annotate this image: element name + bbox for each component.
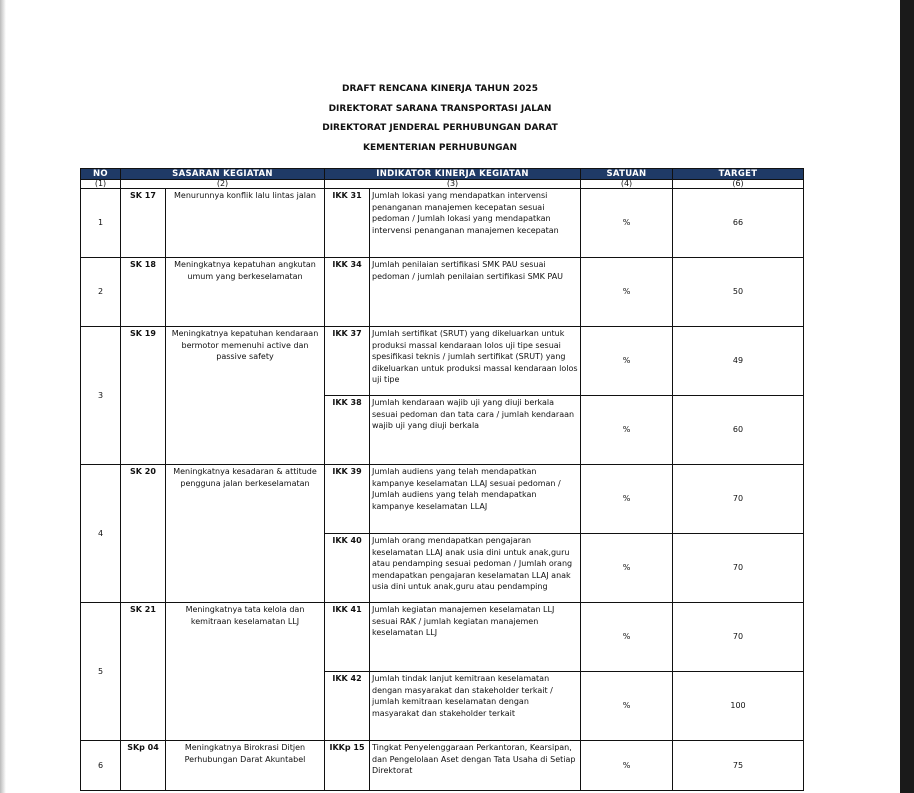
header-satuan: SATUAN	[581, 169, 673, 180]
table-row	[81, 327, 804, 396]
table-row	[81, 189, 804, 258]
target-value: 50	[673, 258, 804, 327]
target-value: 75	[673, 741, 804, 791]
target-value: 49	[673, 327, 804, 396]
table-row	[81, 603, 804, 672]
satuan-value: %	[581, 534, 673, 603]
row-number: 4	[81, 465, 121, 603]
subheader-indikator: (3)	[325, 180, 581, 189]
target-value: 100	[673, 672, 804, 741]
sasaran-text: Meningkatnya tata kelola dan kemitraan keselamatan LLJ	[166, 603, 325, 741]
satuan-value: %	[581, 396, 673, 465]
performance-table	[80, 168, 804, 791]
row-number: 2	[81, 258, 121, 327]
indikator-code: IKK 34	[325, 258, 370, 327]
satuan-value: %	[581, 327, 673, 396]
sasaran-text: Menurunnya konflik lalu lintas jalan	[166, 189, 325, 258]
satuan-value: %	[581, 672, 673, 741]
indikator-code: IKK 40	[325, 534, 370, 603]
indikator-code: IKK 39	[325, 465, 370, 534]
table-row	[81, 258, 804, 327]
indikator-text: Jumlah sertifikat (SRUT) yang dikeluarkan untuk produksi massal kendaraan lolos uji tipe sesuai spesifikasi teknis / jumlah sertifikat (SRUT) yang dikeluarkan untuk produksi massal kendaraan lolos uji tipe	[370, 327, 581, 396]
document-title	[0, 84, 880, 162]
target-value: 66	[673, 189, 804, 258]
indikator-code: IKK 42	[325, 672, 370, 741]
indikator-text: Jumlah kegiatan manajemen keselamatan LLJ sesuai RAK / jumlah kegiatan manajemen keselamatan LLJ	[370, 603, 581, 672]
sasaran-code: SK 17	[121, 189, 166, 258]
satuan-value: %	[581, 741, 673, 791]
indikator-text: Jumlah kendaraan wajib uji yang diuji berkala sesuai pedoman dan tata cara / jumlah kendaraan wajib uji yang diuji berkala	[370, 396, 581, 465]
indikator-code: IKK 41	[325, 603, 370, 672]
target-value: 70	[673, 603, 804, 672]
satuan-value: %	[581, 465, 673, 534]
subheader-satuan: (4)	[581, 180, 673, 189]
row-number: 1	[81, 189, 121, 258]
table-row	[81, 465, 804, 534]
sasaran-text: Meningkatnya Birokrasi Ditjen Perhubungan Darat Akuntabel	[166, 741, 325, 791]
sasaran-text: Meningkatnya kesadaran & attitude pengguna jalan berkeselamatan	[166, 465, 325, 603]
indikator-text: Tingkat Penyelenggaraan Perkantoran, Kearsipan, dan Pengelolaan Aset dengan Tata Usaha di Setiap Direktorat	[370, 741, 581, 791]
target-value: 70	[673, 534, 804, 603]
title-line: DIREKTORAT JENDERAL PERHUBUNGAN DARAT	[322, 123, 558, 133]
indikator-text: Jumlah audiens yang telah mendapatkan kampanye keselamatan LLAJ sesuai pedoman / Jumlah audiens yang telah mendapatkan kampanye keselamatan LLAJ	[370, 465, 581, 534]
subheader-target: (6)	[673, 180, 804, 189]
target-value: 60	[673, 396, 804, 465]
indikator-text: Jumlah lokasi yang mendapatkan intervensi penanganan manajemen kecepatan sesuai pedoman / Jumlah lokasi yang mendapatkan intervensi penanganan manajemen kecepatan	[370, 189, 581, 258]
title-line: DIREKTORAT SARANA TRANSPORTASI JALAN	[328, 103, 552, 114]
sasaran-code: SK 21	[121, 603, 166, 741]
sasaran-code: SK 19	[121, 327, 166, 465]
sasaran-text: Meningkatnya kepatuhan kendaraan bermotor memenuhi active dan passive safety	[166, 327, 325, 465]
indikator-code: IKK 37	[325, 327, 370, 396]
satuan-value: %	[581, 258, 673, 327]
row-number: 5	[81, 603, 121, 741]
row-number: 3	[81, 327, 121, 465]
satuan-value: %	[581, 189, 673, 258]
row-number: 6	[81, 741, 121, 791]
header-indikator: INDIKATOR KINERJA KEGIATAN	[325, 169, 581, 180]
table-row	[81, 741, 804, 791]
header-no: NO	[81, 169, 121, 180]
title-line: DRAFT RENCANA KINERJA TAHUN 2025	[342, 84, 538, 94]
sasaran-code: SK 20	[121, 465, 166, 603]
indikator-code: IKKp 15	[325, 741, 370, 791]
sasaran-code: SKp 04	[121, 741, 166, 791]
indikator-text: Jumlah orang mendapatkan pengajaran keselamatan LLAJ anak usia dini untuk anak,guru atau pendamping sesuai pedoman / Jumlah orang mendapatkan pengajaran keselamatan LLAJ anak usia dini untuk anak,guru atau pendamping	[370, 534, 581, 603]
indikator-text: Jumlah penilaian sertifikasi SMK PAU sesuai pedoman / jumlah penilaian sertifikasi SMK PAU	[370, 258, 581, 327]
header-sasaran: SASARAN KEGIATAN	[121, 169, 325, 180]
subheader-no: (1)	[81, 180, 121, 189]
viewer-edge	[900, 0, 914, 793]
header-target: TARGET	[673, 169, 804, 180]
satuan-value: %	[581, 603, 673, 672]
title-line: KEMENTERIAN PERHUBUNGAN	[362, 142, 518, 153]
indikator-code: IKK 38	[325, 396, 370, 465]
subheader-sasaran: (2)	[121, 180, 325, 189]
indikator-text: Jumlah tindak lanjut kemitraan keselamatan dengan masyarakat dan stakeholder terkait / jumlah kemitraan keselamatan dengan masyarakat dan stakeholder terkait	[370, 672, 581, 741]
target-value: 70	[673, 465, 804, 534]
indikator-code: IKK 31	[325, 189, 370, 258]
sasaran-text: Meningkatnya kepatuhan angkutan umum yang berkeselamatan	[166, 258, 325, 327]
sasaran-code: SK 18	[121, 258, 166, 327]
